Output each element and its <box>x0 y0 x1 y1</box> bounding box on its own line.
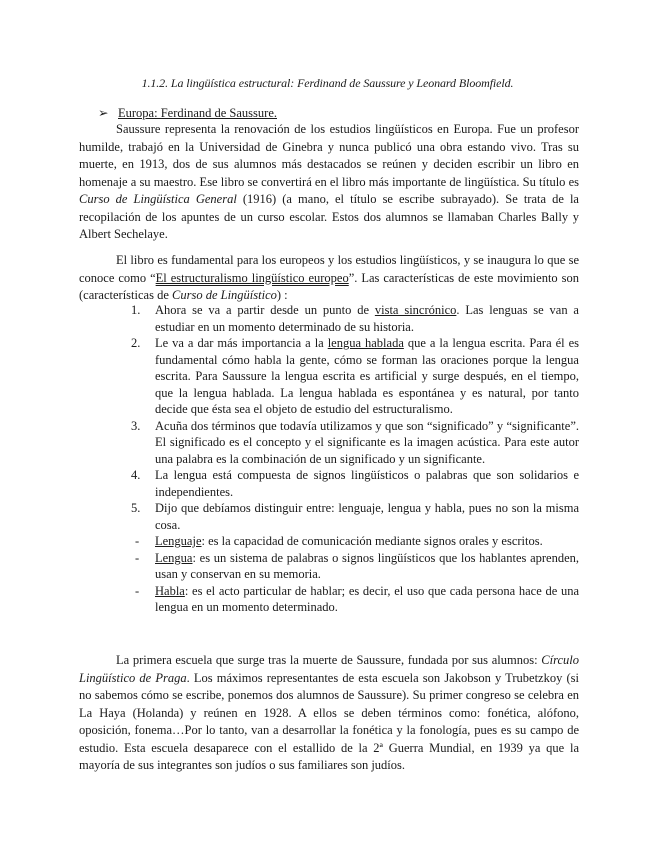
p1-text-2: (1916) (a mano, el título se escribe subrayado). Se trata de la recopilación de los apuntes de un curso escolar. Estos dos alumnos se llamaban Charles Bally y Albert Sechelaye. <box>79 192 579 241</box>
list-text: : es un sistema de palabras o signos lingüísticos que los hablantes aprenden, usan y conservan en su memoria. <box>155 550 579 581</box>
list-text: : es la capacidad de comunicación mediante signos orales y escritos. <box>201 534 543 548</box>
list-underlined-term: lengua hablada <box>327 336 404 350</box>
list-marker: - <box>135 550 140 565</box>
list-text: . Las lenguas se van a estudiar en un momento determinado de su historia. <box>155 303 579 334</box>
bullet-label: Europa: Ferdinand de Saussure. <box>118 106 277 120</box>
book-title-2: Curso de Lingüístico <box>172 288 277 302</box>
characteristics-list <box>79 302 579 616</box>
list-item <box>79 583 579 616</box>
list-item <box>79 418 579 468</box>
list-underlined-term: Lenguaje <box>155 534 202 548</box>
list-item <box>79 533 579 550</box>
structuralism-term: El estructuralismo lingüístico europeo <box>155 270 349 285</box>
list-item <box>79 500 579 533</box>
list-text: : es el acto particular de hablar; es decir, el uso que cada persona hace de una lengua en un momento determinado. <box>155 583 579 614</box>
p3-text-2: . Los máximos representantes de esta escuela son Jakobson y Trubetzkoy (si no sabemos cómo se escribe, ponemos dos alumnos de Saussure). Su primer congreso se celebra en La Haya (Holanda) y reúnen en 1928. A ellos se deben términos como: fonética, alófono, oposición, fonema…Por lo tanto, van a desarrollar la fonética y la fonología, pues es su campo de estudio. Esta escuela desaparece con el estallido de la 2ª Guerra Mundial, en 1939 ya que la mayoría de sus integrantes son judíos o sus familiares son judíos. <box>79 670 579 772</box>
p2-text-3: ) : <box>276 288 288 302</box>
list-item <box>79 335 579 418</box>
p2-text-1: El libro es fundamental para los europeos y los estudios lingüísticos, y se inaugura lo que se conoce como “ <box>79 253 579 285</box>
school-name: Círculo Lingüístico de Praga <box>79 653 579 685</box>
list-text: Acuña dos términos que todavía utilizamos y que son “significado” y “significante”. El significado es el concepto y el significante es la imagen acústica. Para este autor una palabra es la combinación de un significado y un significante. <box>155 418 579 466</box>
list-underlined-term: Habla <box>155 583 185 598</box>
section-title: 1.1.2. La lingüística estructural: Ferdinand de Saussure y Leonard Bloomfield. <box>141 76 514 90</box>
list-marker: 3. <box>131 418 141 433</box>
list-item <box>79 550 579 583</box>
paragraph-prague-circle <box>79 652 579 775</box>
book-title: Curso de Lingüística General <box>79 192 237 206</box>
arrow-bullet-icon: ➢ <box>98 106 109 120</box>
p1-text-1: Saussure representa la renovación de los estudios lingüísticos en Europa. Fue un profesor humilde, trabajó en la Universidad de Ginebra y nunca publicó una obra estando vivo. Tras su muerte, en 1913, dos de sus alumnos más destacados se reúnen y deciden escribir un libro en homenaje a su maestro. Ese libro se convertirá en el libro más importante de lingüística. Su título es <box>79 122 579 189</box>
list-underlined-term: Lengua <box>155 550 193 565</box>
p3-text-1: La primera escuela que surge tras la muerte de Saussure, fundada por sus alumnos: <box>116 653 542 667</box>
paragraph-structuralism <box>79 252 579 305</box>
list-text: Dijo que debíamos distinguir entre: lenguaje, lengua y habla, pues no son la misma cosa. <box>155 501 579 532</box>
list-text: La lengua está compuesta de signos lingüísticos o palabras que son solidarios e independientes. <box>155 468 579 499</box>
list-marker: - <box>135 534 140 548</box>
paragraph-saussure <box>79 121 579 244</box>
list-text: Le va a dar más importancia a la <box>155 336 328 350</box>
list-underlined-term: vista sincrónico <box>374 303 457 317</box>
list-marker: 1. <box>131 303 141 317</box>
section-bullet <box>98 105 277 121</box>
list-marker: 2. <box>131 336 141 350</box>
p2-text-2: ”. Las características de este movimiento son (características de <box>79 270 579 302</box>
list-text: que a la lengua escrita. Para él es fundamental cómo habla la gente, cómo se forman las oraciones porque la lengua escrita. Para Saussure la lengua escrita es artificial y surge después, en el tiempo, que la lengua hablada. La lengua hablada es espontánea y es natural, por tanto decide que ésta sea el objeto de estudio del estructuralismo. <box>155 336 579 416</box>
list-marker: 5. <box>131 501 141 515</box>
list-item <box>79 467 579 500</box>
list-text: Ahora se va a partir desde un punto de <box>155 303 375 317</box>
list-marker: - <box>135 583 140 598</box>
list-item <box>79 302 579 335</box>
list-marker: 4. <box>131 468 141 482</box>
